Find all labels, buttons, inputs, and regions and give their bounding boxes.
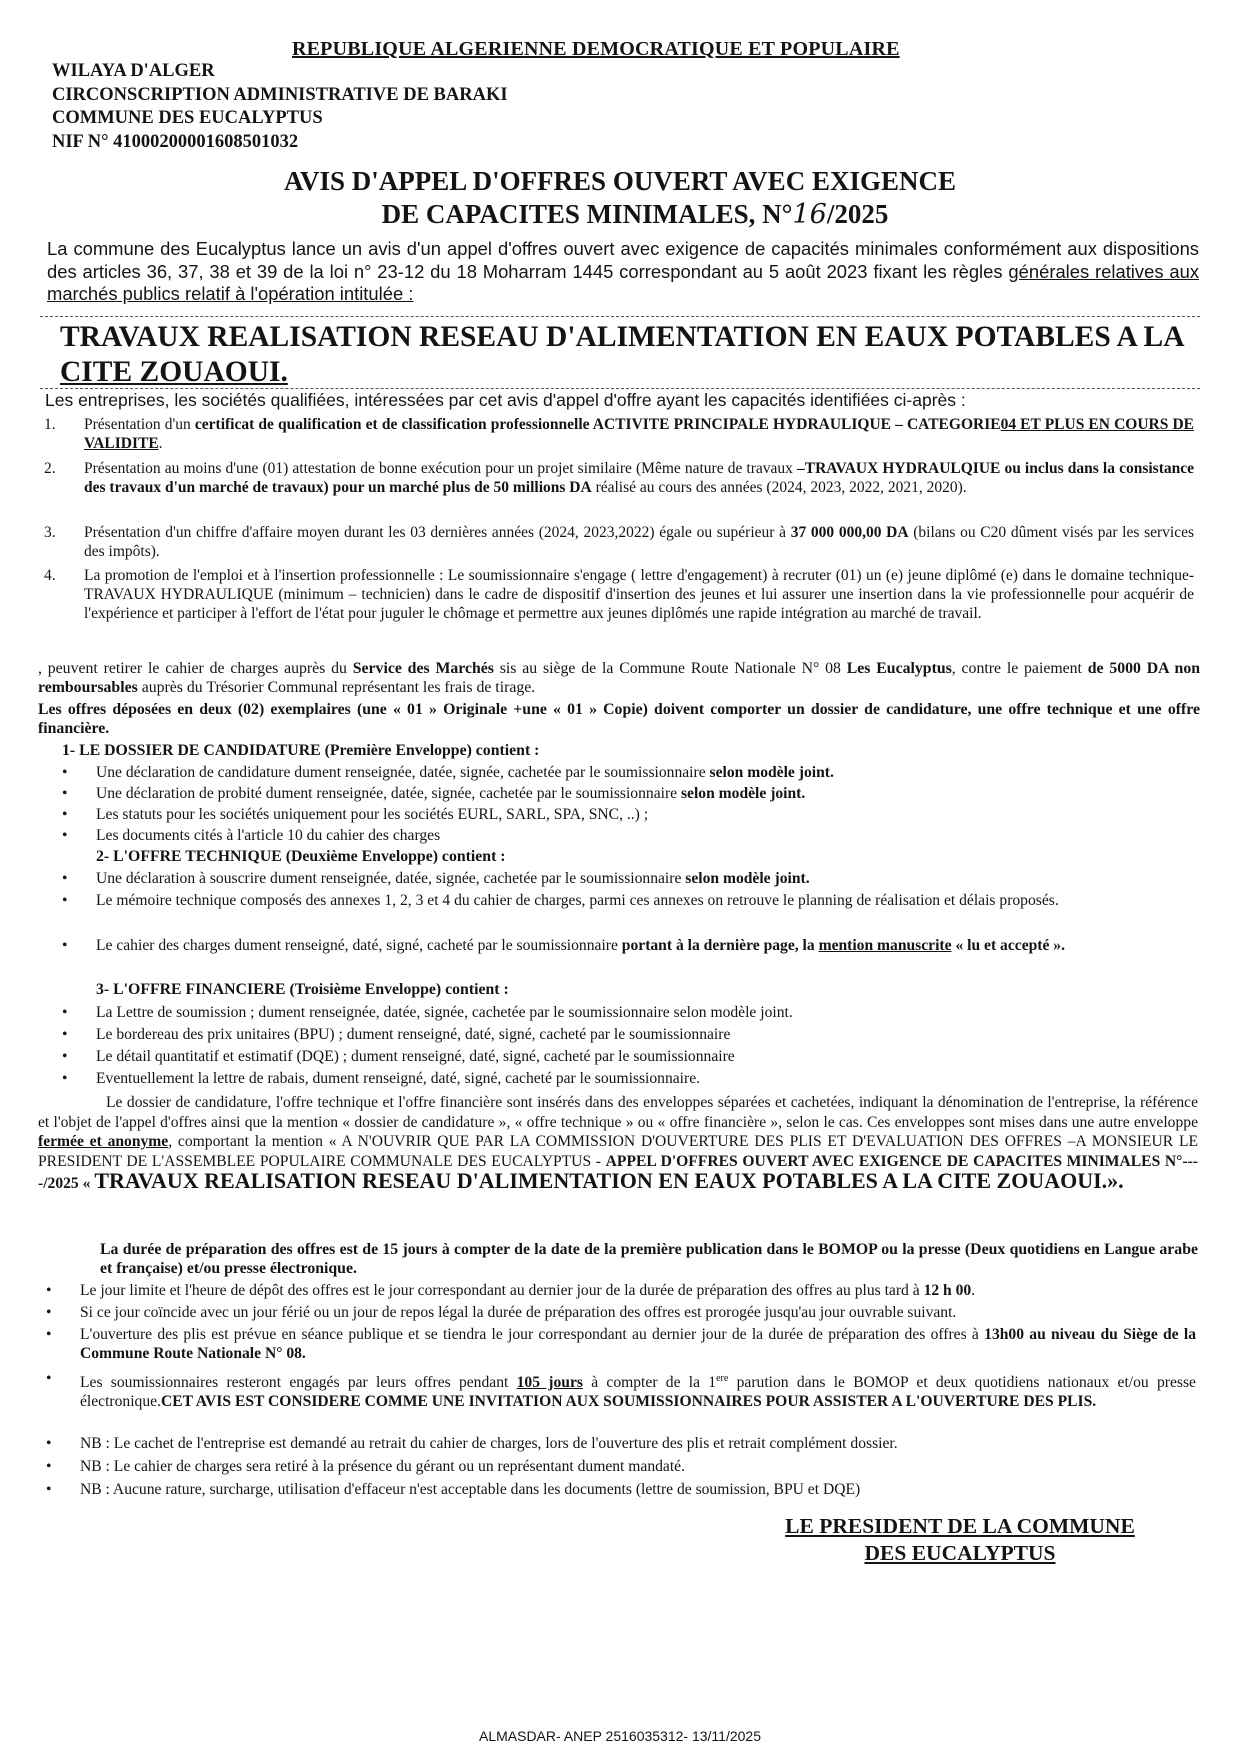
engages-item — [46, 1369, 1196, 1412]
financiere-item — [62, 1003, 1192, 1022]
engages-invitation: CET AVIS EST CONSIDERE COMME UNE INVITATION AUX SOUMISSIONNAIRES POUR ASSISTER A L'OUVERTURE DES PLIS. — [160, 1393, 1097, 1411]
bullet-icon: • — [62, 937, 68, 954]
technique-item-text — [96, 936, 1192, 955]
retrait-fee: de 5000 DA non remboursables — [38, 660, 1200, 697]
bullet-icon: • — [46, 1370, 52, 1387]
mention-manuscrite: mention manuscrite — [818, 937, 952, 954]
final-item — [46, 1325, 1196, 1363]
dossier-item-bold: selon modèle joint. — [680, 785, 806, 802]
final-item — [46, 1303, 1196, 1322]
nb-text: NB : Aucune rature, surcharge, utilisation d'effaceur n'est acceptable dans les documents (lettre de soumission, BPU et DQE) — [80, 1481, 861, 1498]
technique-item-plain: Une déclaration à souscrire dument renseignée, datée, signée, cachetée par le soumissionnaire — [96, 870, 686, 887]
bullet-icon: • — [62, 785, 68, 802]
condition-number: 4. — [44, 567, 56, 584]
bullet-icon: • — [62, 1026, 68, 1043]
final-item-plain: L'ouverture des plis est prévue en séance publique et se tiendra le jour correspondant au dernier jour de la durée de préparation des offres à — [80, 1326, 985, 1343]
retrait-text: , contre le paiement — [951, 660, 1088, 677]
condition-text: La promotion de l'emploi et à l'insertion professionnelle : Le soumissionnaire s'engage ( lettre d'engagement) à recruter (01) un (e) jeune diplômé (e) dans le domaine technique- TRAVAUX HYDRAULIQUE (minimum – technicien) dans le cadre de dispositif d'insertion des jeunes et lui assurer une insertion dans la vie professionnelle pour acquérir de l'expérience et participer à l'effort de l'état pour juguler le chômage et permettre aux jeunes diplômés une rapide intégration au marché de travail. — [84, 567, 1194, 623]
enveloppes-text: Le dossier de candidature, l'offre technique et l'offre financière sont insérés dans des enveloppes séparées et cachetées, indiquant la dénomination de l'entreprise, la référence et l'objet de l'appel d'offres ainsi que la mention « dossier de candidature », « offre technique » ou « offre financière », selon le cas. Ces enveloppes sont mises dans une autre enveloppe — [38, 1094, 1198, 1131]
nb-item — [46, 1434, 1196, 1453]
final-item-text — [80, 1281, 1196, 1300]
bullet-icon: • — [46, 1304, 52, 1321]
qualification-intro: Les entreprises, les sociétés qualifiées, intéressées par cet avis d'appel d'offre ayant les capacités identifiées ci-après : — [45, 390, 966, 410]
bullet-icon: • — [62, 870, 68, 887]
technique-item-plain: Le cahier des charges dument renseigné, daté, signé, cacheté par le soumissionnaire — [96, 937, 622, 954]
enveloppes-text: , comportant la mention « A N'OUVRIR QUE PAR LA COMMISSION D'OUVERTURE DES PLIS ET D'EVALUATION DES OFFRES –A MONSIEUR LE PRESIDENT DE L'ASSEMBLEE POPULAIRE COMMUNALE DES EUCALYPTUS - — [38, 1133, 1198, 1170]
enveloppes-fermee: fermée et anonyme — [38, 1133, 169, 1151]
nb-text: NB : Le cahier de charges sera retiré à la présence du gérant ou un représentant dument mandaté. — [80, 1458, 685, 1475]
condition-text-bold: –TRAVAUX HYDRAULQIUE ou inclus dans la consistance des travaux d'un marché de travaux) pour un marché plus de 50 millions DA — [84, 460, 1194, 497]
circonscription-line: CIRCONSCRIPTION ADMINISTRATIVE DE BARAKI — [52, 84, 508, 105]
bullet-icon: • — [62, 1048, 68, 1065]
dossier-item-text — [96, 826, 1192, 845]
retrait-text: sis au siège de la Commune Route Nationale N° 08 — [493, 660, 847, 677]
condition-text-plain: Présentation au moins d'une (01) attestation de bonne exécution pour un projet similaire (Même nature de travaux — [84, 460, 798, 477]
dossier-item-plain: Une déclaration de probité dument renseignée, datée, signée, cachetée par le soumissionnaire — [96, 785, 681, 802]
intro-underlined: générales relatives aux marchés publics relatif à l'opération intitulée : — [47, 260, 1200, 304]
divider — [40, 388, 1200, 389]
technique-item-bold: « lu et accepté ». — [951, 937, 1065, 954]
dossier-item — [62, 784, 1192, 803]
nb-item — [46, 1480, 1196, 1499]
final-item-plain: Le jour limite et l'heure de dépôt des offres est le jour correspondant au dernier jour de la durée de préparation des offres au plus tard à — [80, 1282, 924, 1299]
signature-line-1: LE PRESIDENT DE LA COMMUNE — [785, 1514, 1135, 1538]
dossier-item — [62, 826, 1192, 845]
technique-item-text — [96, 869, 1192, 888]
bullet-icon: • — [46, 1458, 52, 1475]
country-heading: REPUBLIQUE ALGERIENNE DEMOCRATIQUE ET POPULAIRE — [292, 38, 900, 60]
bullet-icon: • — [62, 764, 68, 781]
project-title-line-1: TRAVAUX REALISATION RESEAU D'ALIMENTATION EN EAUX POTABLES A LA — [60, 321, 1185, 353]
signature-line-2: DES EUCALYPTUS — [864, 1541, 1056, 1565]
final-item-bold: 12 h 00 — [923, 1282, 972, 1299]
technique-item-plain: Le mémoire technique composés des annexes 1, 2, 3 et 4 du cahier de charges, parmi ces annexes on retrouve le planning de réalisation et délais proposés. — [96, 892, 1059, 909]
title-line-1: AVIS D'APPEL D'OFFRES OUVERT AVEC EXIGENCE — [284, 166, 956, 196]
duree-paragraph: La durée de préparation des offres est de 15 jours à compter de la date de la première publication dans le BOMOP ou la presse (Deux quotidiens en Langue arabe et française) et/ou presse électronique. — [100, 1241, 1198, 1278]
engages-plain: parution dans le BOMOP et deux quotidiens nationaux et/ou presse électronique. — [80, 1374, 1196, 1411]
bullet-icon: • — [62, 1070, 68, 1087]
financiere-item-text: Eventuellement la lettre de rabais, dument renseigné, daté, signé, cacheté par le soumissionnaire. — [96, 1070, 701, 1087]
project-title — [60, 320, 1200, 390]
enveloppes-project: TRAVAUX REALISATION RESEAU D'ALIMENTATION EN EAUX POTABLES A LA CITE ZOUAOUI.». — [94, 1168, 1124, 1194]
divider — [40, 316, 1200, 317]
administration-block — [52, 60, 508, 154]
dossier-item-plain: Les statuts pour les sociétés uniquement pour les sociétés EURL, SARL, SPA, SNC, ..) ; — [96, 806, 649, 823]
engages-plain: à compter de la 1 — [582, 1374, 717, 1392]
dossier-item-text — [96, 805, 1192, 824]
financiere-item — [62, 1069, 1192, 1088]
financiere-item-text: Le détail quantitatif et estimatif (DQE) ; dument renseigné, daté, signé, cacheté par le soumissionnaire — [96, 1048, 735, 1065]
dossier-item-text — [96, 784, 1192, 803]
wilaya-line: WILAYA D'ALGER — [52, 61, 215, 81]
dossier-heading: 1- LE DOSSIER DE CANDIDATURE (Première Enveloppe) contient : — [62, 742, 540, 759]
final-item-text — [80, 1303, 1196, 1322]
title-line-2 — [0, 198, 1240, 231]
bullet-icon: • — [62, 806, 68, 823]
technique-item-bold: selon modèle joint. — [685, 870, 810, 887]
financiere-item — [62, 1047, 1192, 1066]
condition-text-plain: Présentation d'un — [84, 416, 195, 433]
bullet-icon: • — [46, 1326, 52, 1343]
nif-line: NIF N° 4100020000160850103​2 — [52, 131, 299, 152]
technique-item-bold: portant à la dernière page, la — [621, 937, 819, 954]
offres-deposees: Les offres déposées en deux (02) exemplaires (une « 01 » Originale +une « 01 » Copie) doivent comporter un dossier de candidature, une offre technique et une offre financière. — [38, 701, 1200, 738]
final-item-bold: 13h00 au niveau du Siège de la Commune Route Nationale N° 08. — [80, 1326, 1197, 1363]
final-item-plain: Si ce jour coïncide avec un jour férié ou un jour de repos légal la durée de préparation des offres est prorogée jusqu'au jour ouvrable suivant. — [80, 1304, 957, 1321]
final-item — [46, 1281, 1196, 1300]
financiere-item-text: La Lettre de soumission ; dument renseignée, datée, signée, cachetée par le soumissionnaire selon modèle joint. — [96, 1004, 793, 1021]
intro-text: La commune des Eucalyptus lance un avis d'un appel d'offres ouvert avec exigence de capacités minimales conformément aux dispositions des articles 36, 37, 38 et 39 de la loi n° 23-12 du 18 Moharram 1445 correspondant au 5 août 2023 fixant les règles — [47, 238, 1199, 282]
dossier-item-plain: Les documents cités à l'article 10 du cahier des charges — [96, 827, 441, 844]
bullet-icon: • — [62, 892, 68, 909]
technique-item — [62, 936, 1192, 955]
enveloppes-ao-ref: APPEL D'OFFRES OUVERT AVEC EXIGENCE DE CAPACITES MINIMALES N°----/2025 « — [38, 1152, 1198, 1193]
bullet-icon: • — [62, 1004, 68, 1021]
enveloppes-paragraph — [38, 1093, 1198, 1194]
retrait-service: Service des Marchés — [352, 660, 494, 677]
technique-heading: 2- L'OFFRE TECHNIQUE (Deuxième Enveloppe) contient : — [96, 848, 506, 865]
title-number-prefix: DE CAPACITES MINIMALES, N° — [381, 199, 793, 229]
condition-text-end: (bilans ou C20 dûment visés par les services des impôts). — [84, 524, 1195, 561]
title-year: /2025 — [826, 199, 889, 229]
condition-number: 2. — [44, 460, 56, 477]
technique-item — [62, 869, 1192, 888]
publication-reference: ALMASDAR- ANEP 2516035312- 13/11/2025 — [478, 1728, 761, 1744]
handwritten-number: 16 — [792, 199, 827, 230]
retrait-location: Les Eucalyptus — [846, 660, 952, 677]
engages-duration: 105 jours — [516, 1374, 583, 1392]
condition-text-bold: 37 000 000,00 DA — [790, 524, 909, 541]
technique-item — [62, 891, 1192, 910]
condition-text — [84, 459, 1194, 497]
final-item-end: . — [971, 1282, 976, 1299]
final-item-text — [80, 1325, 1196, 1363]
condition-text-end: . — [158, 435, 163, 453]
condition-text — [84, 523, 1194, 561]
bullet-icon: • — [46, 1481, 52, 1498]
financiere-item-text: Le bordereau des prix unitaires (BPU) ; dument renseigné, daté, signé, cacheté par le soumissionnaire — [96, 1026, 731, 1043]
nb-item — [46, 1457, 1196, 1476]
commune-line: COMMUNE DES EUCALYPTUS — [52, 108, 323, 128]
financiere-item — [62, 1025, 1192, 1044]
dossier-item-plain: Une déclaration de candidature dument renseignée, datée, signée, cachetée par le soumissionnaire — [96, 764, 710, 781]
bullet-icon: • — [46, 1435, 52, 1452]
condition-number: 3. — [44, 524, 56, 541]
engages-superscript: ere — [716, 1373, 729, 1384]
project-title-line-2: CITE ZOUAOUI. — [60, 356, 288, 388]
engages-text — [80, 1369, 1196, 1412]
intro-paragraph — [47, 238, 1199, 306]
condition-item — [44, 459, 1194, 497]
condition-text-end: réalisé au cours des années (2024, 2023, 2022, 2021, 2020). — [591, 479, 967, 497]
dossier-item — [62, 763, 1192, 782]
dossier-item-bold: selon modèle joint. — [709, 764, 834, 781]
condition-text-plain: Présentation d'un chiffre d'affaire moyen durant les 03 dernières années (2024, 2023,2022) égale ou supérieur à — [84, 524, 791, 541]
engages-plain: Les soumissionnaires resteront engagés par leurs offres pendant — [80, 1374, 517, 1392]
condition-text — [84, 415, 1194, 453]
bullet-icon: • — [62, 827, 68, 844]
condition-item — [44, 566, 1194, 624]
dossier-item — [62, 805, 1192, 824]
bullet-icon: • — [46, 1282, 52, 1299]
condition-text-bold: certificat de qualification et de classification professionnelle ACTIVITE PRINCIPALE HYDRAULIQUE – CATEGORIE — [194, 416, 1001, 433]
signature-block — [720, 1513, 1200, 1567]
notice-title — [0, 165, 1240, 231]
dossier-item-text — [96, 763, 1192, 782]
retrait-paragraph — [38, 659, 1200, 697]
condition-number: 1. — [44, 416, 56, 433]
condition-text-underlined: 04 ET PLUS EN COURS DE VALIDITE — [84, 416, 1194, 453]
retrait-text: , peuvent retirer le cahier de charges auprès du — [38, 660, 353, 677]
condition-item — [44, 523, 1194, 561]
condition-item — [44, 415, 1194, 453]
retrait-text: auprès du Trésorier Communal représentant les frais de tirage. — [137, 679, 536, 697]
nb-text: NB : Le cachet de l'entreprise est demandé au retrait du cahier de charges, lors de l'ouverture des plis et retrait complément dossier. — [80, 1435, 898, 1452]
technique-item-text — [96, 891, 1192, 910]
financiere-heading: 3- L'OFFRE FINANCIERE (Troisième Enveloppe) contient : — [96, 981, 509, 998]
